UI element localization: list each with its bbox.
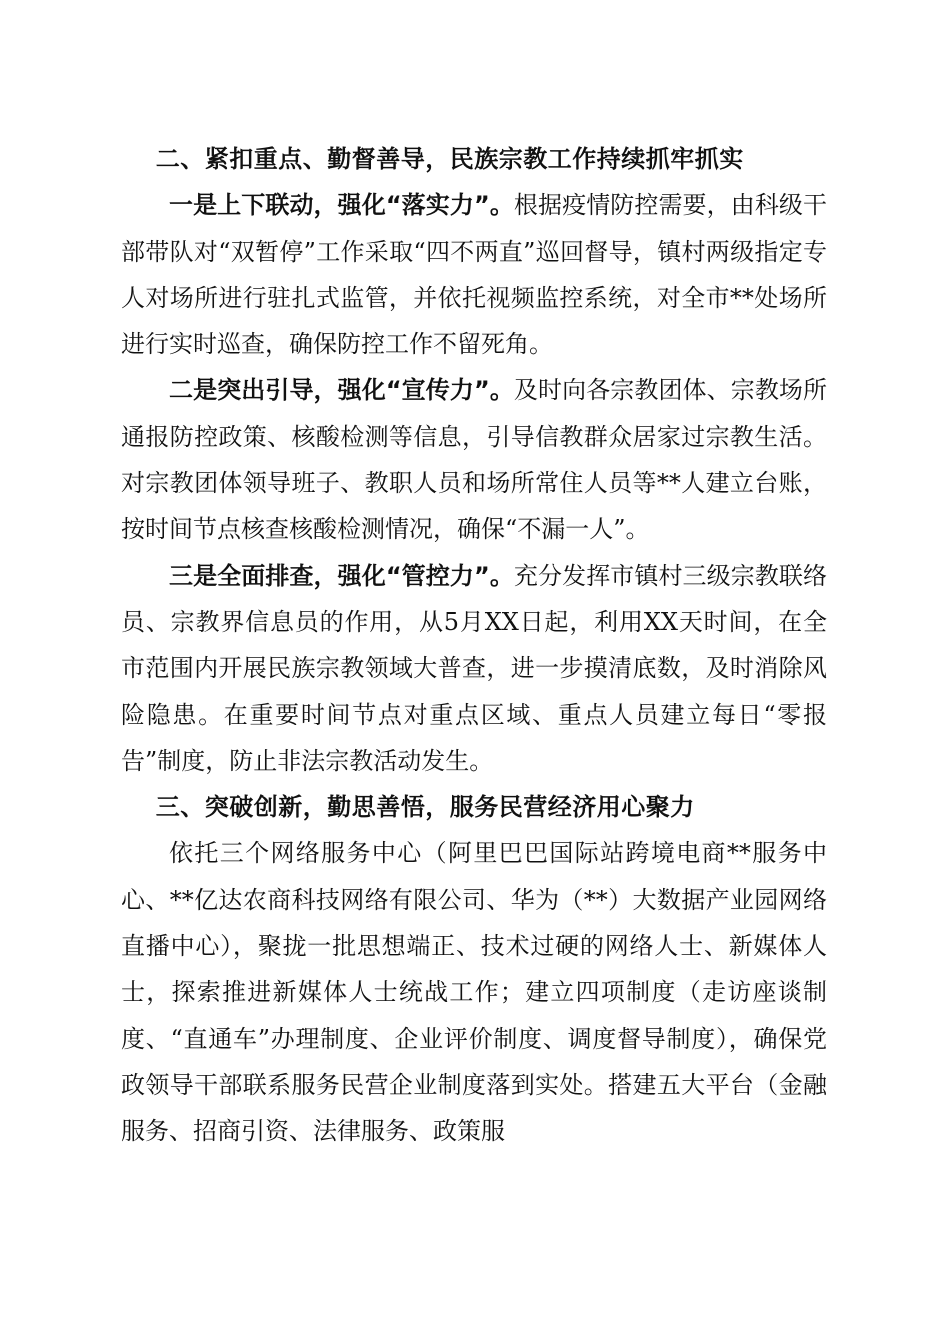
paragraph-guidance-lead: 二是突出引导，强化“宣传力”。	[169, 376, 514, 405]
paragraph-network-services: 依托三个网络服务中心（阿里巴巴国际站跨境电商**服务中心、**亿达农商科技网络有限公司、华为（**）大数据产业园网络直播中心），聚拢一批思想端正、技术过硬的网络人士、新媒体人士，探索推进新媒体人士统战工作；建立四项制度（走访座谈制度、“直通车”办理制度、企业评价制度、调度督导制度），确保党政领导干部联系服务民营企业制度落到实处。搭建五大平台（金融服务、招商引资、法律服务、政策服	[121, 839, 827, 1146]
paragraph-guidance-body: 及时向各宗教团体、宗教场所通报防控政策、核酸检测等信息，引导信教群众居家过宗教生活。对宗教团体领导班子、教职人员和场所常住人员等**人建立台账，按时间节点核查核酸检测情况，确保“不漏一人”。	[121, 376, 828, 544]
paragraph-coordination-body: 根据疫情防控需要，由科级干部带队对“双暂停”工作采取“四不两直”巡回督导，镇村两级指定专人对场所进行驻扎式监管，并依托视频监控系统，对全市**处场所进行实时巡查，确保防控工作不留死角。	[121, 191, 828, 359]
section-heading-3: 三、突破创新，勤思善悟，服务民营经济用心聚力	[155, 793, 695, 822]
paragraph-guidance	[121, 367, 827, 552]
paragraph-coordination-lead: 一是上下联动，强化“落实力”。	[169, 191, 514, 220]
document-body	[121, 136, 827, 1155]
section-heading-2: 二、紧扣重点、勤督善导，民族宗教工作持续抓牢抓实	[155, 145, 744, 173]
paragraph-inspection	[121, 553, 827, 784]
paragraph-inspection-lead: 三是全面排查，强化“管控力”。	[169, 561, 514, 590]
paragraph-inspection-body: 充分发挥市镇村三级宗教联络员、宗教界信息员的作用，从5月XX日起，利用XX天时间，在全市范围内开展民族宗教领域大普查，进一步摸清底数，及时消除风险隐患。在重要时间节点对重点区域、重点人员建立每日“零报告”制度，防止非法宗教活动发生。	[121, 561, 828, 775]
paragraph-coordination	[121, 182, 827, 367]
